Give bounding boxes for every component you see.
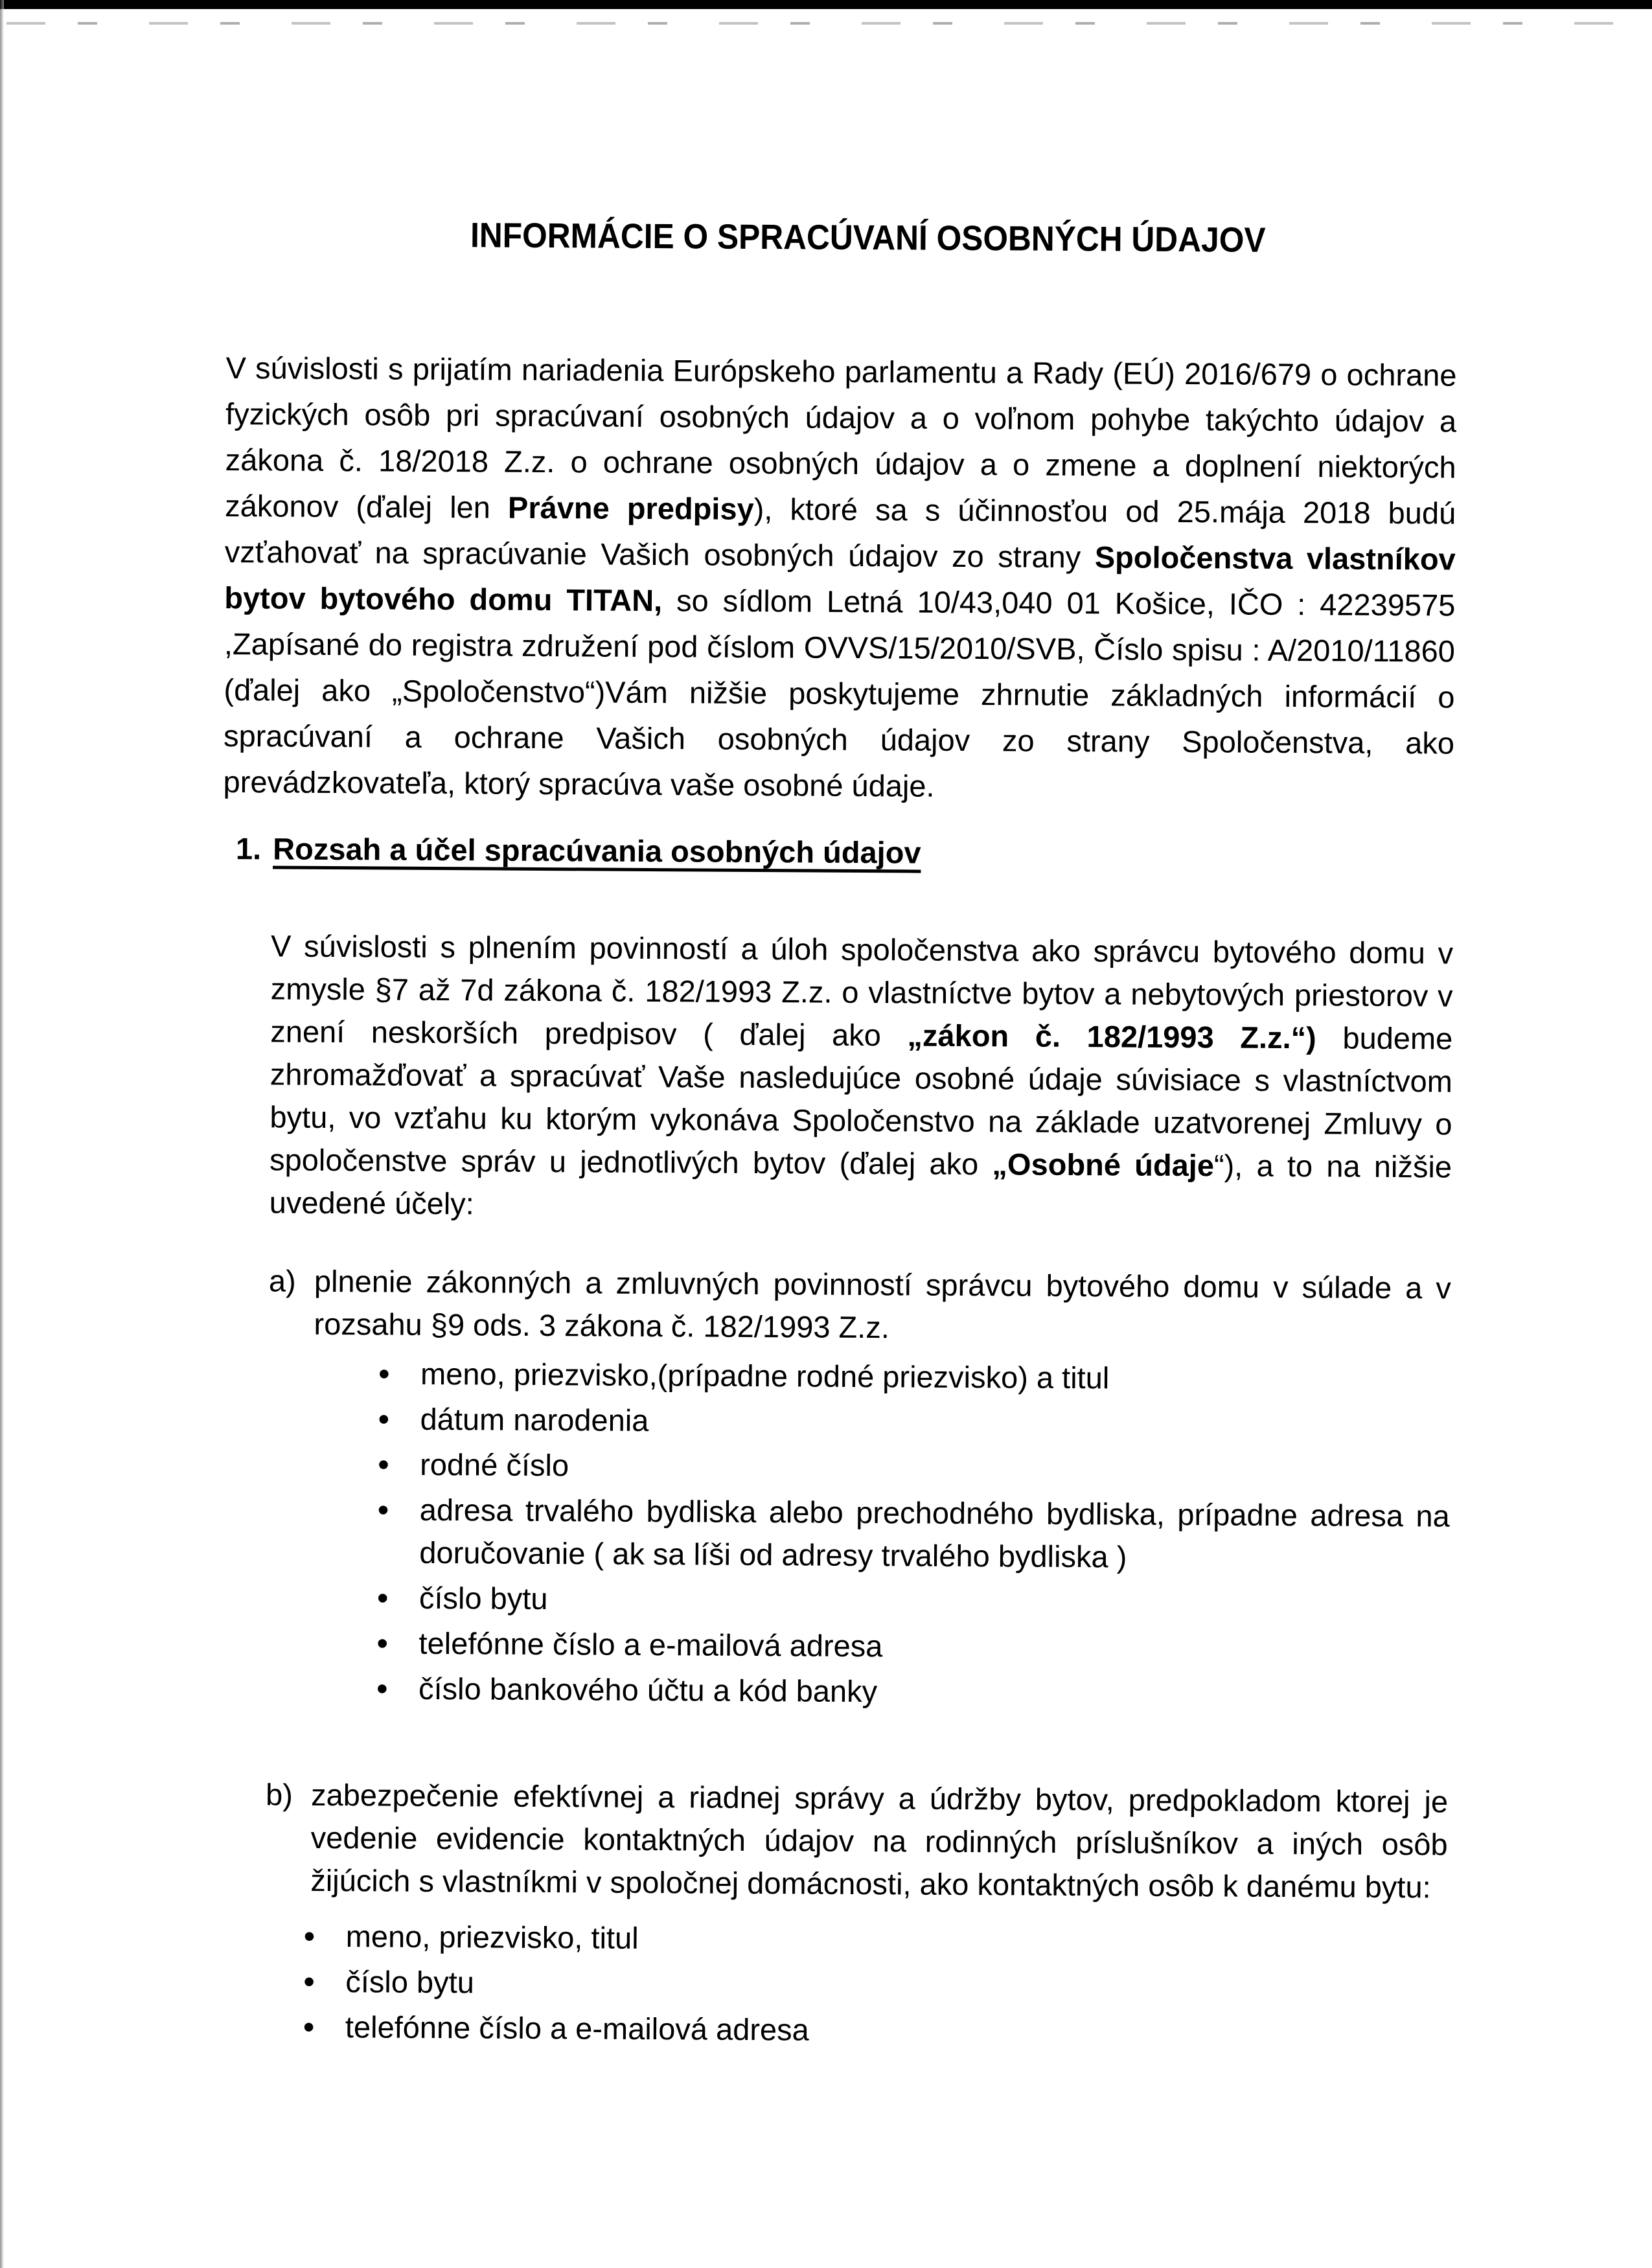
scan-border-top bbox=[0, 0, 1652, 9]
purpose-text: zabezpečenie efektívnej a riadnej správy a údržby bytov, predpokladom ktorej je vedenie evidencie kontaktných údajov na rodinných príslušníkov a iných osôb žijúcich s vlastníkmi v spoločnej domácnosti, ako kontaktných osôb k danému bytu: bbox=[310, 1777, 1449, 1905]
purpose-item-b bbox=[264, 1773, 1449, 2057]
list-item: • telefónne číslo a e-mailová adresa bbox=[363, 1621, 1449, 1671]
section-1-body bbox=[269, 924, 1453, 1231]
list-item: • rodné číslo bbox=[365, 1443, 1450, 1492]
data-list-b bbox=[290, 1915, 1447, 2056]
list-item: • meno, priezvisko,(prípadne rodné priezvisko) a titul bbox=[365, 1352, 1451, 1401]
intro-text-3: so sídlom Letná 10/43,040 01 Košice, IČO : 42239575 ,Zapísané do registra združení pod číslom OVVS/15/2010/SVB, Číslo spisu : A/2010/11860 (ďalej ako „Spoločenstvo“)Vám nižšie poskytujeme zhrnutie základných informácií o spracúvaní a ochrane Vašich osobných údajov zo strany Spoločenstva, ako prevádzkovateľa, ktorý spracúva vaše osobné údaje. bbox=[223, 583, 1456, 803]
list-item: • číslo bytu bbox=[290, 1960, 1447, 2010]
intro-text-1: V súvislosti s prijatím nariadenia Európskeho parlamentu a Rady (EÚ) 2016/679 o ochrane fyzických osôb pri spracúvaní osobných údajov a o voľnom pohybe takýchto údajov a zákona č. 18/2018 Z.z. o ochrane osobných údajov a o zmene a doplnení niektorých zákonov (ďalej len bbox=[225, 350, 1457, 525]
section-body-text-1: V súvislosti s plnením povinností a úloh spoločenstva ako správcu bytového domu v zmysle §7 až 7d zákona č. 182/1993 Z.z. o vlastníctve bytov a nebytových priestorov v znení neskorších predpisov ( ďalej ako bbox=[270, 928, 1454, 1053]
section-number: 1. bbox=[235, 831, 262, 866]
list-item: • adresa trvalého bydliska alebo prechodného bydliska, prípadne adresa na doručovanie ( ak sa líši od adresy trvalého bydliska ) bbox=[364, 1488, 1450, 1580]
intro-bold-pravne-predpisy: Právne predpisy bbox=[507, 490, 754, 526]
purpose-letter: b) bbox=[265, 1777, 293, 1812]
data-list-a bbox=[363, 1352, 1451, 1716]
purpose-item-a bbox=[266, 1259, 1451, 1719]
section-title: Rozsah a účel spracúvania osobných údajov bbox=[273, 831, 921, 870]
intro-text-2: ), ktoré sa s účinnosťou od 25.mája 2018 budú vzťahovať na spracúvanie Vašich osobných údajov zo strany bbox=[224, 491, 1456, 575]
document-title: INFORMÁCIE O SPRACÚVANÍ OSOBNÝCH ÚDAJOV bbox=[470, 216, 1266, 260]
section-1-heading bbox=[236, 830, 1454, 873]
list-item: • meno, priezvisko, titul bbox=[291, 1915, 1447, 1965]
list-item: • telefónne číslo a e-mailová adresa bbox=[290, 2006, 1447, 2056]
document-page bbox=[216, 214, 1458, 2058]
purpose-text: plnenie zákonných a zmluvných povinností správcu bytového domu v súlade a v rozsahu §9 ods. 3 zákona č. 182/1993 Z.z. bbox=[314, 1263, 1452, 1345]
scan-border-left bbox=[0, 0, 4, 2268]
scan-artifact-dashes bbox=[6, 22, 1639, 25]
list-item: • dátum narodenia bbox=[365, 1397, 1450, 1447]
list-item: • číslo bankového účtu a kód banky bbox=[363, 1667, 1449, 1716]
section-body-bold-zakon: „zákon č. 182/1993 Z.z.“) bbox=[907, 1018, 1316, 1055]
list-item: • číslo bytu bbox=[364, 1576, 1449, 1625]
section-body-text-3: “), a to na nižšie uvedené účely: bbox=[269, 1148, 1452, 1221]
purpose-letter: a) bbox=[268, 1263, 296, 1298]
intro-bold-spolocenstvo: Spoločenstva vlastníkov bytov bytového domu TITAN, bbox=[224, 540, 1456, 618]
section-body-text-2: budeme zhromažďovať a spracúvať Vaše nasledujúce osobné údaje súvisiace s vlastníctvom bytu, vo vzťahu ku ktorým vykonáva Spoločenstvo na základe uzatvorenej Zmluvy o spoločenstve správ u jednotlivých bytov (ďalej ako bbox=[269, 1020, 1453, 1182]
section-body-bold-osobne-udaje: „Osobné údaje bbox=[992, 1147, 1215, 1183]
intro-paragraph bbox=[223, 345, 1456, 812]
